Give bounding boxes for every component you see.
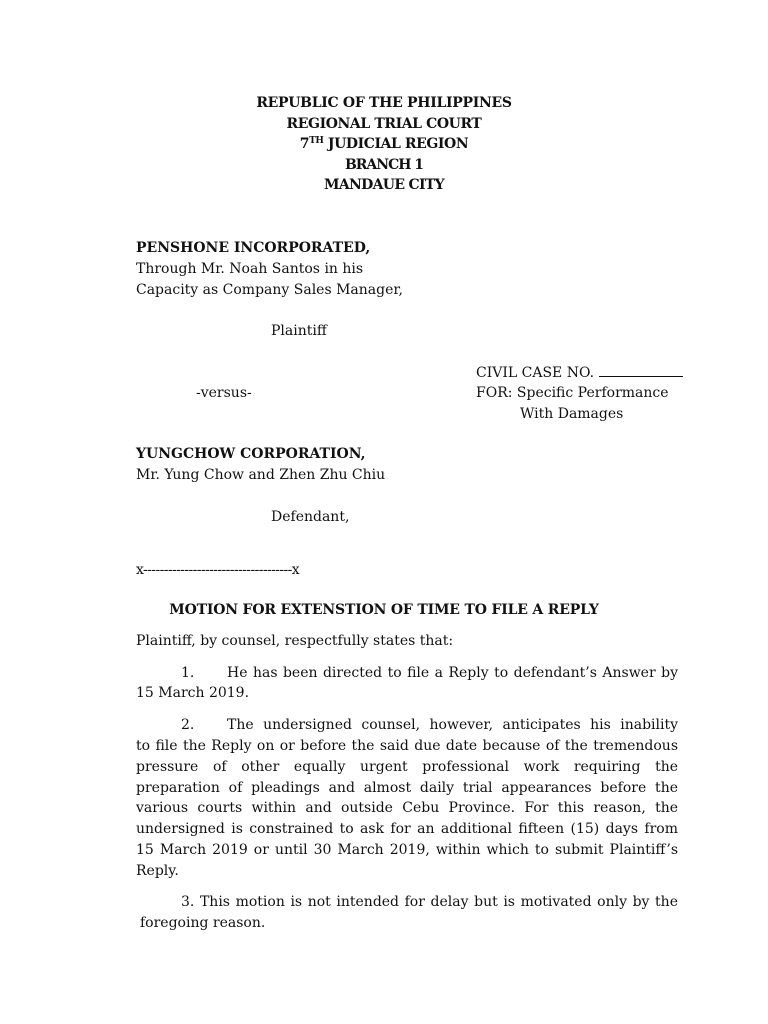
- caption-region-text: JUDICIAL REGION: [323, 136, 469, 152]
- defendant-role: Defendant,: [271, 509, 350, 525]
- case-number-blank: [599, 364, 683, 377]
- paragraph-1-number: 1.: [181, 665, 195, 681]
- paragraph-2-line-5: various courts within and outside Cebu Province. For this reason, the: [136, 800, 679, 816]
- civil-case-label: CIVIL CASE NO.: [476, 365, 599, 381]
- paragraph-2-line-2: to file the Reply on or before the said due date because of the tremendous: [136, 738, 679, 754]
- paragraph-1-line-2: 15 March 2019.: [136, 685, 250, 701]
- plaintiff-role: Plaintiff: [271, 323, 327, 339]
- paragraph-2-line-7: 15 March 2019 or until 30 March 2019, within which to submit Plaintiff’s: [136, 842, 679, 858]
- paragraph-2-number: 2.: [181, 717, 195, 733]
- paragraph-2-line-6: undersigned is constrained to ask for an additional fifteen (15) days from: [136, 821, 678, 837]
- caption-city: MANDAUE CITY: [323, 177, 444, 193]
- plaintiff-capacity: Capacity as Company Sales Manager,: [136, 282, 403, 298]
- civil-case-number: [476, 364, 683, 381]
- caption-region-number: 7: [299, 136, 310, 152]
- caption-branch: BRANCH 1: [344, 157, 424, 173]
- paragraph-3-line-2: foregoing reason.: [140, 915, 266, 931]
- paragraph-1-line-1: He has been directed to file a Reply to defendant’s Answer by: [227, 665, 678, 681]
- case-nature-damages: With Damages: [520, 406, 624, 422]
- paragraph-2-line-4: preparation of pleadings and almost daily trial appearances before the: [136, 780, 678, 796]
- plaintiff-name: PENSHONE INCORPORATED,: [136, 240, 371, 256]
- versus-label: -versus-: [196, 385, 252, 401]
- paragraph-2-line-3: pressure of other equally urgent professional work requiring the: [136, 759, 678, 775]
- paragraph-2-line-1: The undersigned counsel, however, anticipates his inability: [227, 717, 678, 733]
- defendant-persons: Mr. Yung Chow and Zhen Zhu Chiu: [136, 467, 386, 483]
- caption-separator: x------------------------------------x: [136, 562, 300, 578]
- caption-court: REGIONAL TRIAL COURT: [286, 116, 482, 132]
- plaintiff-through: Through Mr. Noah Santos in his: [136, 261, 364, 277]
- motion-title: MOTION FOR EXTENSTION OF TIME TO FILE A REPLY: [169, 602, 599, 618]
- caption-republic: REPUBLIC OF THE PHILIPPINES: [256, 95, 512, 111]
- paragraph-3-line-1: 3. This motion is not intended for delay but is motivated only by the: [181, 894, 678, 910]
- case-nature: FOR: Specific Performance: [476, 385, 669, 401]
- caption-region-suffix: TH: [309, 136, 324, 146]
- defendant-name: YUNGCHOW CORPORATION,: [136, 446, 366, 462]
- paragraph-2-line-8: Reply.: [136, 863, 179, 879]
- motion-intro: Plaintiff, by counsel, respectfully states that:: [136, 633, 454, 649]
- caption-region: [0, 136, 768, 152]
